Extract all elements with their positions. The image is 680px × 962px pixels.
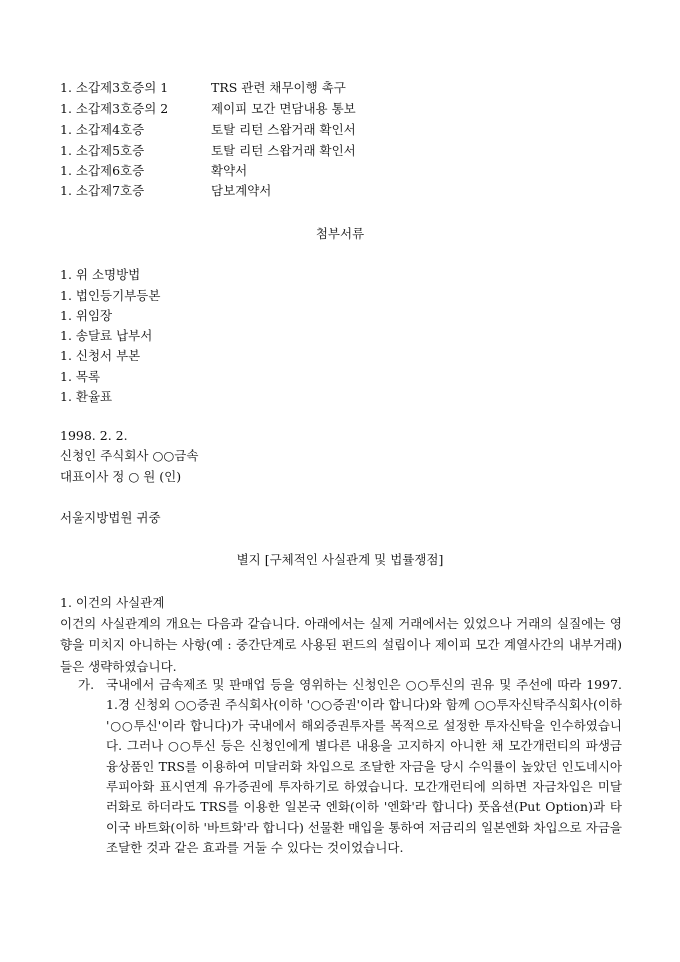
section-intro-paragraph: 이건의 사실관계의 개요는 다음과 같습니다. 아래에서는 실제 거래에서는 있었으나 거래의 실질에는 영향을 미치지 아니하는 사항(예 : 중간단계로 사용된 펀드의 설립이나 제이피 모간 계열사간의 내부거래)들은 생략하였습니다.	[60, 616, 622, 674]
exhibit-number: 1. 소갑제3호증의 2	[60, 101, 169, 116]
list-item-paragraph: 국내에서 금속제조 및 판매업 등을 영위하는 신청인은 ○○투신의 권유 및 주선에 따라 1997. 1.경 신청외 ○○증권 주식회사(이하 '○○증권'이라 합니다)와 함께 ○○투자신탁주식회사(이하 '○○투신'이라 합니다)가 국내에서 해외증권투자를 목적으로 설정한 투자신탁을 인수하였습니다. 그러나 ○○투신 등은 신청인에게 별다른 내용을 고지하지 아니한 채 모간개런티의 파생금융상품인 TRS를 이용하여 미달러화 차입으로 조달한 자금을 당시 수익률이 높았던 인도네시아 루피아화 표시연계 유가증권에 투자하기로 하였습니다. 모간개런티에 의하면 자금차입은 미달러화로 하더라도 TRS를 이용한 일본국 엔화(이하 '엔화'라 합니다) 풋옵션(Put Option)과 타이국 바트화(이하 '바트화'라 합니다) 선물환 매입을 통하여 저금리의 일본엔화 차입으로 자금을 조달한 것과 같은 효과를 거둘 수 있다는 것이었습니다.	[106, 677, 622, 856]
exhibit-title: 확약서	[211, 163, 248, 178]
attachment-name: 1. 신청서 부본	[60, 348, 141, 363]
attachment-name: 1. 환율표	[60, 389, 113, 404]
filing-date: 1998. 2. 2.	[60, 428, 128, 443]
list-item-marker: 가.	[78, 677, 95, 692]
attachment-name: 1. 목록	[60, 369, 101, 384]
exhibit-title: TRS 관련 채무이행 촉구	[211, 80, 346, 95]
attachment-name: 1. 위임장	[60, 308, 113, 323]
exhibit-number: 1. 소갑제5호증	[60, 143, 145, 158]
exhibit-number: 1. 소갑제7호증	[60, 183, 145, 198]
attachment-name: 1. 위 소명방법	[60, 267, 141, 282]
exhibit-title: 담보계약서	[211, 183, 272, 198]
attachments-heading: 첨부서류	[315, 226, 365, 241]
section-heading: 1. 이건의 사실관계	[60, 595, 165, 610]
exhibit-number: 1. 소갑제6호증	[60, 163, 145, 178]
representative-seal: 대표이사 정 ○ 원 (인)	[60, 469, 182, 484]
applicant-name: 신청인 주식회사 ○○금속	[60, 448, 199, 463]
annex-title: 별지 [구체적인 사실관계 및 법률쟁점]	[236, 552, 444, 567]
attachment-name: 1. 송달료 납부서	[60, 328, 153, 343]
attachment-name: 1. 법인등기부등본	[60, 288, 161, 303]
exhibit-title: 제이피 모간 면담내용 통보	[211, 101, 356, 116]
court-addressee: 서울지방법원 귀중	[60, 510, 161, 525]
exhibit-title: 토탈 리턴 스왑거래 확인서	[211, 143, 356, 158]
exhibit-number: 1. 소갑제3호증의 1	[60, 80, 169, 95]
exhibit-number: 1. 소갑제4호증	[60, 122, 145, 137]
exhibit-title: 토탈 리턴 스왑거래 확인서	[211, 122, 356, 137]
